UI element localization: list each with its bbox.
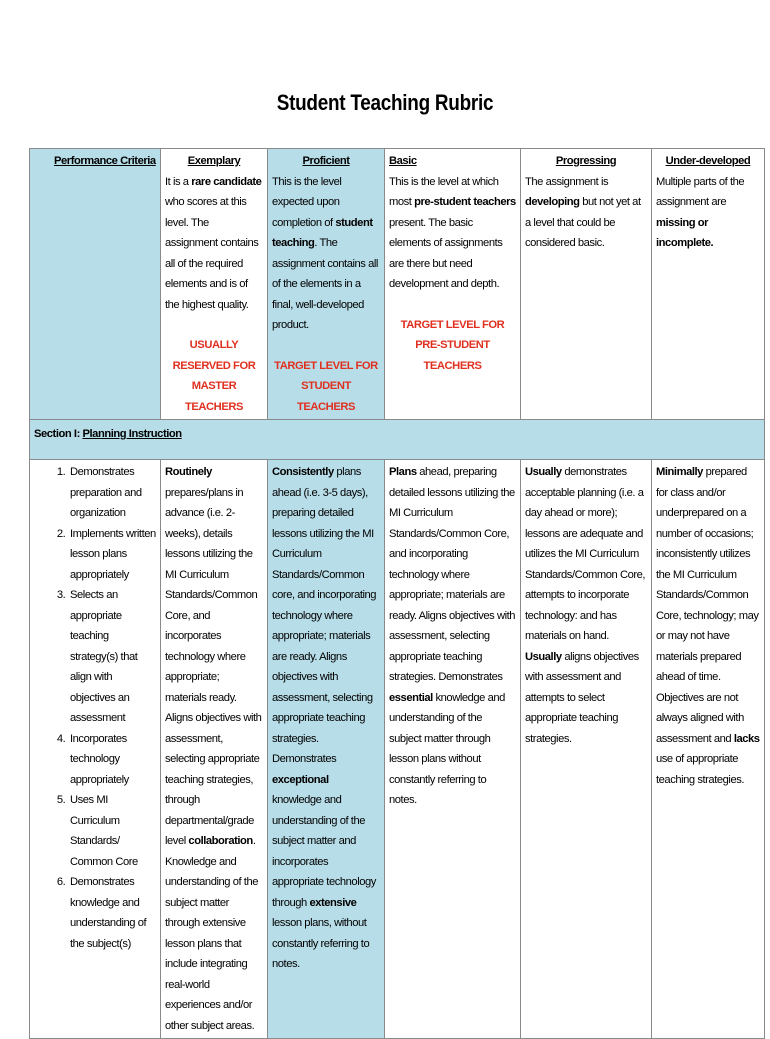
section-heading-cell — [30, 420, 765, 460]
header-criteria-cell — [30, 149, 161, 420]
document-title: Student Teaching Rubric — [276, 90, 494, 115]
basic-planning-cell — [385, 460, 521, 1039]
underdeveloped-description: Multiple parts of the assignment are missing or incomplete. — [656, 175, 745, 249]
progressing-description: The assignment is developing but not yet at a level that could be considered basic. — [525, 175, 641, 249]
progressing-planning-cell — [521, 460, 652, 1039]
criteria-item: 6. Demonstrates knowledge and understanding of the subject(s) — [68, 872, 156, 954]
exemplary-target-level: USUALLY RESERVED FOR MASTER TEACHERS — [172, 339, 256, 413]
header-row — [30, 149, 765, 420]
criteria-list — [34, 462, 156, 954]
criteria-item: 2. Implements written lesson plans appropriately — [68, 524, 156, 586]
header-basic-cell — [385, 149, 521, 420]
header-underdeveloped-cell — [652, 149, 765, 420]
underdeveloped-planning-text: Minimally prepared for class and/or underprepared on a number of occasions; inconsistently utilizes the MI Curriculum Standards/Common Core, technology; may or may not have materials prepared ahead of time. Objectives are not always aligned with assessment and lacks use of appropriate teaching strategies. — [656, 466, 760, 786]
proficient-planning-text: Consistently plans ahead (i.e. 3-5 days), preparing detailed lessons utilizing the MI Curriculum Standards/Common core, and incorporating technology where appropriate; materials are ready. Aligns objectives with assessment, selecting appropriate teaching strategies. Demonstrates exceptional knowledge and understanding of the subject matter and incorporates appropriate technology through extensive lesson plans, without constantly referring to notes. — [272, 466, 377, 970]
exemplary-heading: Exemplary — [187, 155, 241, 167]
proficient-target-level: TARGET LEVEL FOR STUDENT TEACHERS — [274, 359, 378, 413]
basic-planning-text: Plans ahead, preparing detailed lessons utilizing the MI Curriculum Standards/Common Core, and incorporating technology where appropriate; materials are ready. Aligns objectives with assessment, selecting appropriate teaching strategies. Demonstrates essential knowledge and understanding of the subject matter through lesson plans without constantly referring to notes. — [389, 466, 516, 806]
basic-target-level: TARGET LEVEL FOR PRE-STUDENT TEACHERS — [400, 318, 505, 372]
criteria-item: 3. Selects an appropriate teaching strategy(s) that align with objectives an assessment — [68, 585, 156, 729]
basic-heading: Basic — [389, 155, 417, 167]
exemplary-planning-cell — [161, 460, 268, 1039]
proficient-heading: Proficient — [302, 155, 350, 167]
exemplary-planning-text: Routinely prepares/plans in advance (i.e. 2-weeks), details lessons utilizing the MI Curriculum Standards/Common Core, and incorporates technology where appropriate; materials ready. Aligns objectives with assessment, selecting appropriate teaching strategies, through departmental/grade level collaboration. Knowledge and understanding of the subject matter through extensive lesson plans that include integrating real-world experiences and/or other subject areas. — [165, 466, 262, 1032]
criteria-heading: Performance Criteria — [54, 155, 156, 167]
proficient-description: This is the level expected upon completion of student teaching. The assignment contains all of the elements in a final, well-developed product. — [272, 175, 378, 331]
header-proficient-cell — [268, 149, 385, 420]
criteria-list-cell — [30, 460, 161, 1039]
basic-description: This is the level at which most pre-student teachers present. The basic elements of assignments are there but need development and depth. — [389, 175, 516, 290]
header-exemplary-cell — [161, 149, 268, 420]
criteria-item: 4. Incorporates technology appropriately — [68, 729, 156, 791]
rubric-table — [29, 148, 765, 1039]
section-row — [30, 420, 765, 460]
criteria-item: 1. Demonstrates preparation and organization — [68, 462, 156, 524]
section-heading: Section I: Planning Instruction — [34, 428, 182, 440]
criteria-item: 5. Uses MI Curriculum Standards/ Common Core — [68, 790, 156, 872]
underdeveloped-heading: Under-developed — [665, 155, 751, 167]
progressing-planning-text: Usually demonstrates acceptable planning (i.e. a day ahead or more); lessons are adequate and utilizes the MI Curriculum Standards/Common Core, attempts to incorporate technology: and has materials on hand. Usually aligns objectives with assessment and attempts to select appropriate teaching strategies. — [525, 466, 646, 745]
proficient-planning-cell — [268, 460, 385, 1039]
progressing-heading: Progressing — [555, 155, 617, 167]
section-content-row — [30, 460, 765, 1039]
header-progressing-cell — [521, 149, 652, 420]
exemplary-description: It is a rare candidate who scores at this level. The assignment contains all of the required elements and is of the highest quality. — [165, 175, 262, 311]
underdeveloped-planning-cell — [652, 460, 765, 1039]
